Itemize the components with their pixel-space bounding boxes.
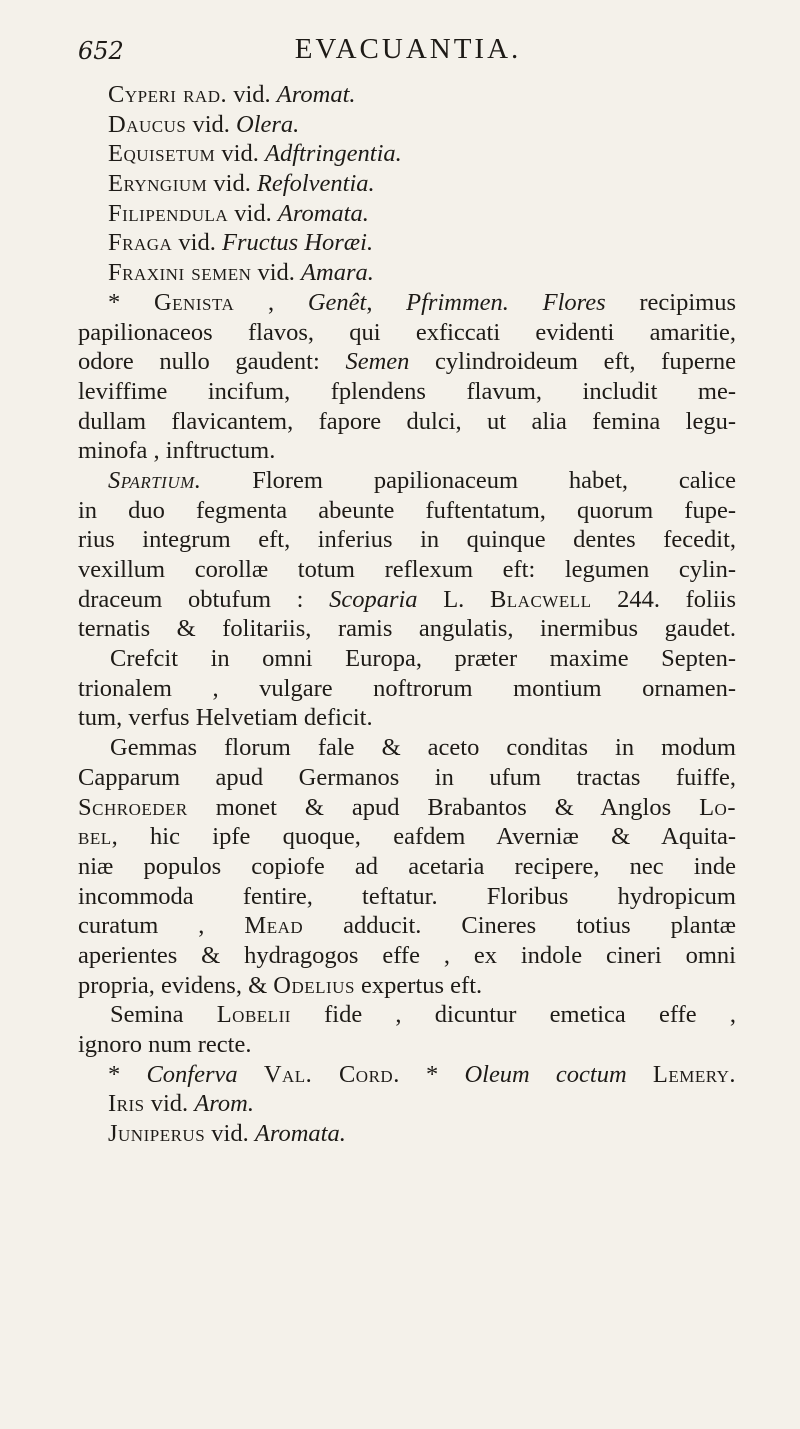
text-run: Flores — [542, 288, 606, 316]
page-header — [78, 33, 738, 73]
text-line — [78, 1060, 736, 1090]
text-run: vid. — [186, 110, 237, 138]
text-run: Fructus Horæi. — [221, 229, 374, 257]
text-run: * — [108, 288, 154, 316]
text-run: Adftringentia. — [264, 140, 402, 168]
text-run: vid. — [227, 81, 277, 108]
text-line — [78, 822, 736, 852]
text-run: * — [399, 1060, 465, 1088]
text-run: Genêt — [307, 288, 367, 316]
text-run: fide , dicuntur emetica effe , — [290, 1001, 736, 1029]
text-line — [78, 407, 736, 437]
text-run: incommoda fentire, teftatur. Floribus hydropicum — [78, 882, 736, 910]
text-line — [78, 228, 736, 258]
text-run: , hic ipfe quoque, eafdem Averniæ & Aquita- — [111, 823, 736, 851]
text-run: Conferva — [146, 1060, 238, 1088]
text-run: Oleum coctum — [464, 1060, 627, 1088]
text-line — [78, 941, 736, 971]
text-line — [78, 555, 736, 585]
text-line — [78, 852, 736, 882]
text-run: Aromat. — [276, 81, 356, 108]
text-run: ignoro num recte. — [78, 1031, 252, 1058]
text-line — [78, 703, 736, 733]
text-line — [78, 763, 736, 793]
text-run: Aromata. — [254, 1120, 346, 1148]
text-line — [78, 436, 736, 466]
text-run: Odelius — [273, 971, 355, 999]
text-run: monet & apud Brabantos & Anglos — [187, 793, 700, 821]
text-run: Blacwell — [489, 585, 592, 613]
text-run: Val. Cord. — [263, 1060, 400, 1088]
text-line — [78, 169, 736, 199]
running-title: EVACUANTIA. — [294, 33, 522, 65]
text-run: Lo- — [699, 793, 736, 821]
text-run: vid. — [251, 259, 302, 287]
text-line — [78, 496, 736, 526]
text-run: Capparum apud Germanos in ufum tractas fuiffe, — [78, 763, 736, 791]
text-run: odore nullo gaudent: — [78, 348, 346, 376]
text-run: Fraxini semen — [108, 259, 252, 287]
text-run: tum, verfus Helvetiam deficit. — [78, 704, 373, 732]
text-run — [238, 1061, 264, 1088]
text-run: in duo fegmenta abeunte fuftentatum, quorum fupe- — [78, 496, 736, 524]
text-run: Daucus — [108, 110, 187, 138]
text-run: Eryngium — [108, 170, 208, 198]
text-run: vid. — [172, 229, 222, 257]
text-run: Amara. — [301, 259, 374, 287]
text-run: vid. — [144, 1090, 195, 1118]
text-run: Florem papilionaceum habet, calice — [201, 466, 736, 494]
body-text — [78, 80, 736, 1149]
text-run: Fraga — [108, 229, 173, 257]
text-run: , — [234, 288, 308, 316]
text-run: Cyperi rad. — [108, 81, 228, 108]
text-run — [509, 289, 543, 316]
text-run: * — [108, 1060, 147, 1088]
text-run: curatum , — [78, 912, 245, 940]
text-line — [78, 377, 736, 407]
text-line — [78, 882, 736, 912]
text-line — [78, 258, 736, 288]
text-run: Aromata. — [277, 199, 369, 227]
text-line — [78, 525, 736, 555]
text-run: Spartium. — [108, 466, 202, 494]
text-run: Mead — [244, 912, 304, 940]
text-run: propria, evidens, & — [78, 971, 274, 999]
text-run: rius integrum eft, inferius in quinque dentes fecedit, — [78, 526, 736, 554]
text-run: dullam flavicantem, fapore dulci, ut alia femina legu- — [78, 407, 736, 435]
text-line — [78, 199, 736, 229]
text-run: vexillum corollæ totum reflexum eft: legumen cylin- — [78, 556, 736, 583]
text-run: Gemmas florum fale & aceto conditas in modum — [110, 734, 736, 762]
text-run: niæ populos copiofe ad acetaria recipere, nec inde — [78, 852, 736, 880]
text-line — [78, 466, 736, 496]
text-run: Equisetum — [108, 140, 216, 168]
text-run: Lobelii — [216, 1001, 291, 1029]
text-run: draceum obtufum : — [78, 585, 330, 613]
text-run: recipimus — [605, 288, 737, 316]
text-line — [78, 585, 736, 615]
text-run: Lemery. — [652, 1060, 737, 1088]
text-line — [78, 971, 736, 1001]
text-run: Juniperus — [108, 1120, 206, 1148]
text-run — [627, 1061, 653, 1088]
text-line — [78, 318, 736, 348]
text-line — [78, 347, 736, 377]
text-line — [78, 288, 736, 318]
text-run: Filipendula — [108, 199, 229, 227]
text-run: vid. — [228, 199, 278, 227]
text-run: expertus eft. — [354, 971, 483, 999]
text-run: vid. — [215, 140, 265, 168]
text-run: Semen — [345, 348, 410, 376]
text-run: Scoparia — [329, 585, 418, 613]
text-line — [78, 733, 736, 763]
text-line — [78, 674, 736, 704]
text-run: aperientes & hydragogos effe , ex indole cineri omni — [78, 941, 736, 969]
text-line — [78, 614, 736, 644]
text-run: Olera. — [236, 110, 300, 138]
page-number: 652 — [78, 37, 124, 65]
text-run: bel — [78, 823, 112, 851]
text-run: Refolventia. — [256, 170, 375, 198]
text-run: minofa , inftructum. — [78, 437, 276, 465]
text-run: Pfrimmen. — [406, 288, 509, 316]
text-run: Genista — [153, 288, 235, 316]
text-run: Schroeder — [78, 793, 188, 821]
text-run: Arom. — [194, 1090, 254, 1118]
text-run: , — [366, 288, 407, 316]
text-line — [78, 80, 736, 110]
text-run: Crefcit in omni Europa, præter maxime Septen- — [110, 645, 736, 673]
text-run: vid. — [205, 1120, 255, 1148]
text-run: 244. foliis — [591, 585, 736, 613]
text-run: adducit. Cineres totius plantæ — [303, 912, 736, 940]
text-run: papilionaceos flavos, qui exficcati evidenti amaritie, — [78, 318, 736, 346]
text-line — [78, 1089, 736, 1119]
text-line — [78, 110, 736, 140]
text-line — [78, 911, 736, 941]
text-line — [78, 1119, 736, 1149]
text-run: Semina — [110, 1001, 217, 1029]
text-run: ternatis & folitariis, ramis angulatis, inermibus gaudet. — [78, 615, 736, 643]
text-line — [78, 139, 736, 169]
text-run: trionalem , vulgare noftrorum montium ornamen- — [78, 674, 736, 702]
text-run: L. — [417, 585, 490, 613]
text-line — [78, 1000, 736, 1030]
text-line — [78, 644, 736, 674]
text-line — [78, 793, 736, 823]
text-run: leviffime incifum, fplendens flavum, includit me- — [78, 377, 736, 405]
text-run: cylindroideum eft, fuperne — [409, 348, 737, 376]
text-run: vid. — [207, 170, 257, 198]
text-line — [78, 1030, 736, 1060]
text-run: Iris — [108, 1090, 145, 1118]
